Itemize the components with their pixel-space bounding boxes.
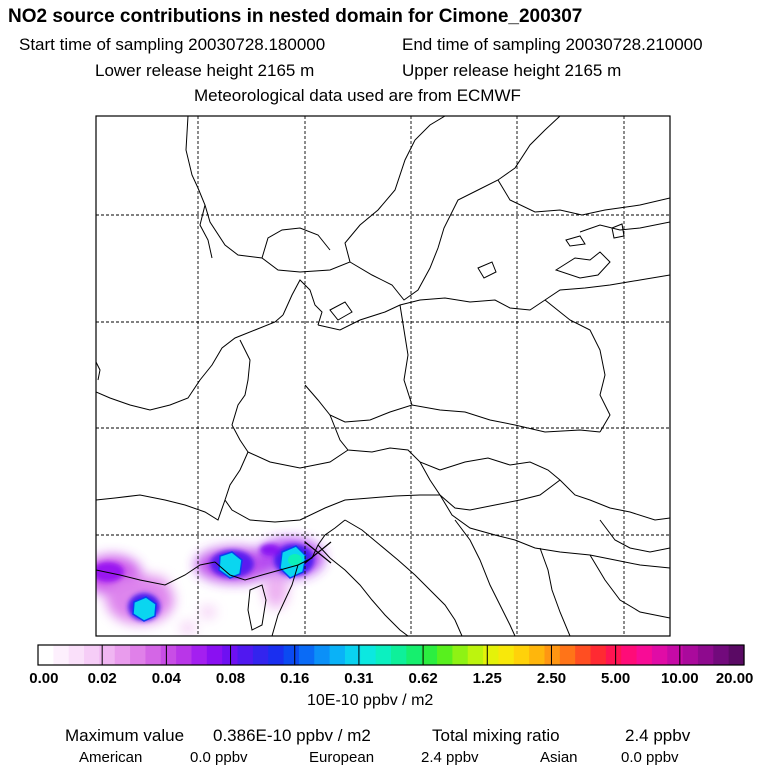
plume-layer xyxy=(82,538,324,634)
max-value: 0.386E-10 ppbv / m2 xyxy=(213,726,371,745)
colorbar-cell xyxy=(606,645,622,665)
start-time-label: Start time of sampling 20030728.180000 xyxy=(19,35,326,54)
colorbar-cell xyxy=(575,645,591,665)
colorbar-cell xyxy=(330,645,346,665)
map-frame xyxy=(96,116,670,636)
colorbar-cell xyxy=(667,645,683,665)
colorbar-cell xyxy=(483,645,499,665)
colorbar-cell xyxy=(652,645,668,665)
colorbar-tick-label: 10.00 xyxy=(661,670,699,687)
colorbar-cell xyxy=(591,645,607,665)
colorbar-cell xyxy=(253,645,269,665)
colorbar-cell xyxy=(84,645,100,665)
lower-release-label: Lower release height 2165 m xyxy=(95,61,315,80)
colorbar-cell xyxy=(115,645,131,665)
colorbar-cell xyxy=(560,645,576,665)
colorbar-cell xyxy=(468,645,484,665)
colorbar-cell xyxy=(360,645,376,665)
colorbar-cell xyxy=(314,645,330,665)
met-data-label: Meteorological data used are from ECMWF xyxy=(194,86,521,105)
colorbar-cell xyxy=(683,645,699,665)
colorbar-cell xyxy=(38,645,54,665)
colorbar-cell xyxy=(299,645,315,665)
american-label: American xyxy=(79,749,143,766)
colorbar-cell xyxy=(452,645,468,665)
colorbar-cell xyxy=(437,645,453,665)
colorbar-cell xyxy=(729,645,745,665)
colorbar-cell xyxy=(621,645,637,665)
colorbar-cell xyxy=(268,645,284,665)
plume-south-trail xyxy=(264,572,288,608)
colorbar-cell xyxy=(69,645,85,665)
colorbar-tick-label: 1.25 xyxy=(472,670,502,687)
plume-speck-1 xyxy=(200,606,216,618)
colorbar-cell xyxy=(713,645,729,665)
colorbar-tick-label: 0.16 xyxy=(280,670,310,687)
colorbar-cell xyxy=(284,645,300,665)
european-value: 2.4 ppbv xyxy=(421,749,479,766)
colorbar-tick-label: 20.00 xyxy=(715,670,754,687)
asian-value: 0.0 ppbv xyxy=(621,749,679,766)
colorbar-tick-label: 5.00 xyxy=(601,670,631,687)
asian-label: Asian xyxy=(540,749,578,766)
colorbar-cell xyxy=(130,645,146,665)
colorbar-cell xyxy=(406,645,422,665)
colorbar-tick-label: 0.62 xyxy=(408,670,438,687)
colorbar-cell xyxy=(529,645,545,665)
grid-lines xyxy=(96,116,670,636)
colorbar-cell xyxy=(376,645,392,665)
plume-speck-2 xyxy=(180,622,196,634)
colorbar-cell xyxy=(176,645,192,665)
american-value: 0.0 ppbv xyxy=(190,749,248,766)
colorbar-cell xyxy=(544,645,560,665)
colorbar-cell xyxy=(391,645,407,665)
colorbar-cell xyxy=(514,645,530,665)
end-time-label: End time of sampling 20030728.210000 xyxy=(402,35,703,54)
colorbar-tick-label: 0.00 xyxy=(29,670,59,687)
colorbar-cell xyxy=(161,645,177,665)
total-mixing-value: 2.4 ppbv xyxy=(625,726,691,745)
colorbar-cell xyxy=(53,645,69,665)
colorbar-cell xyxy=(698,645,714,665)
colorbar-cell xyxy=(238,645,254,665)
colorbar-cell xyxy=(637,645,653,665)
colorbar-cell xyxy=(191,645,207,665)
colorbar-units: 10E-10 ppbv / m2 xyxy=(307,692,434,709)
colorbar-cell xyxy=(207,645,223,665)
colorbar-cell xyxy=(498,645,514,665)
colorbar-tick-label: 0.31 xyxy=(344,670,374,687)
colorbar-tick-label: 2.50 xyxy=(536,670,567,687)
coastlines xyxy=(96,116,670,636)
colorbar-cell xyxy=(145,645,161,665)
colorbar-cell xyxy=(422,645,438,665)
upper-release-label: Upper release height 2165 m xyxy=(402,61,622,80)
chart-title: NO2 source contributions in nested domain for Cimone_200307 xyxy=(8,6,583,27)
colorbar-tick-label: 0.04 xyxy=(151,670,181,687)
colorbar-tick-label: 0.02 xyxy=(87,670,117,687)
european-label: European xyxy=(309,749,375,766)
total-mixing-label: Total mixing ratio xyxy=(432,726,560,745)
max-value-label: Maximum value xyxy=(65,726,185,745)
colorbar-tick-label: 0.08 xyxy=(215,670,246,687)
colorbar xyxy=(38,645,745,665)
